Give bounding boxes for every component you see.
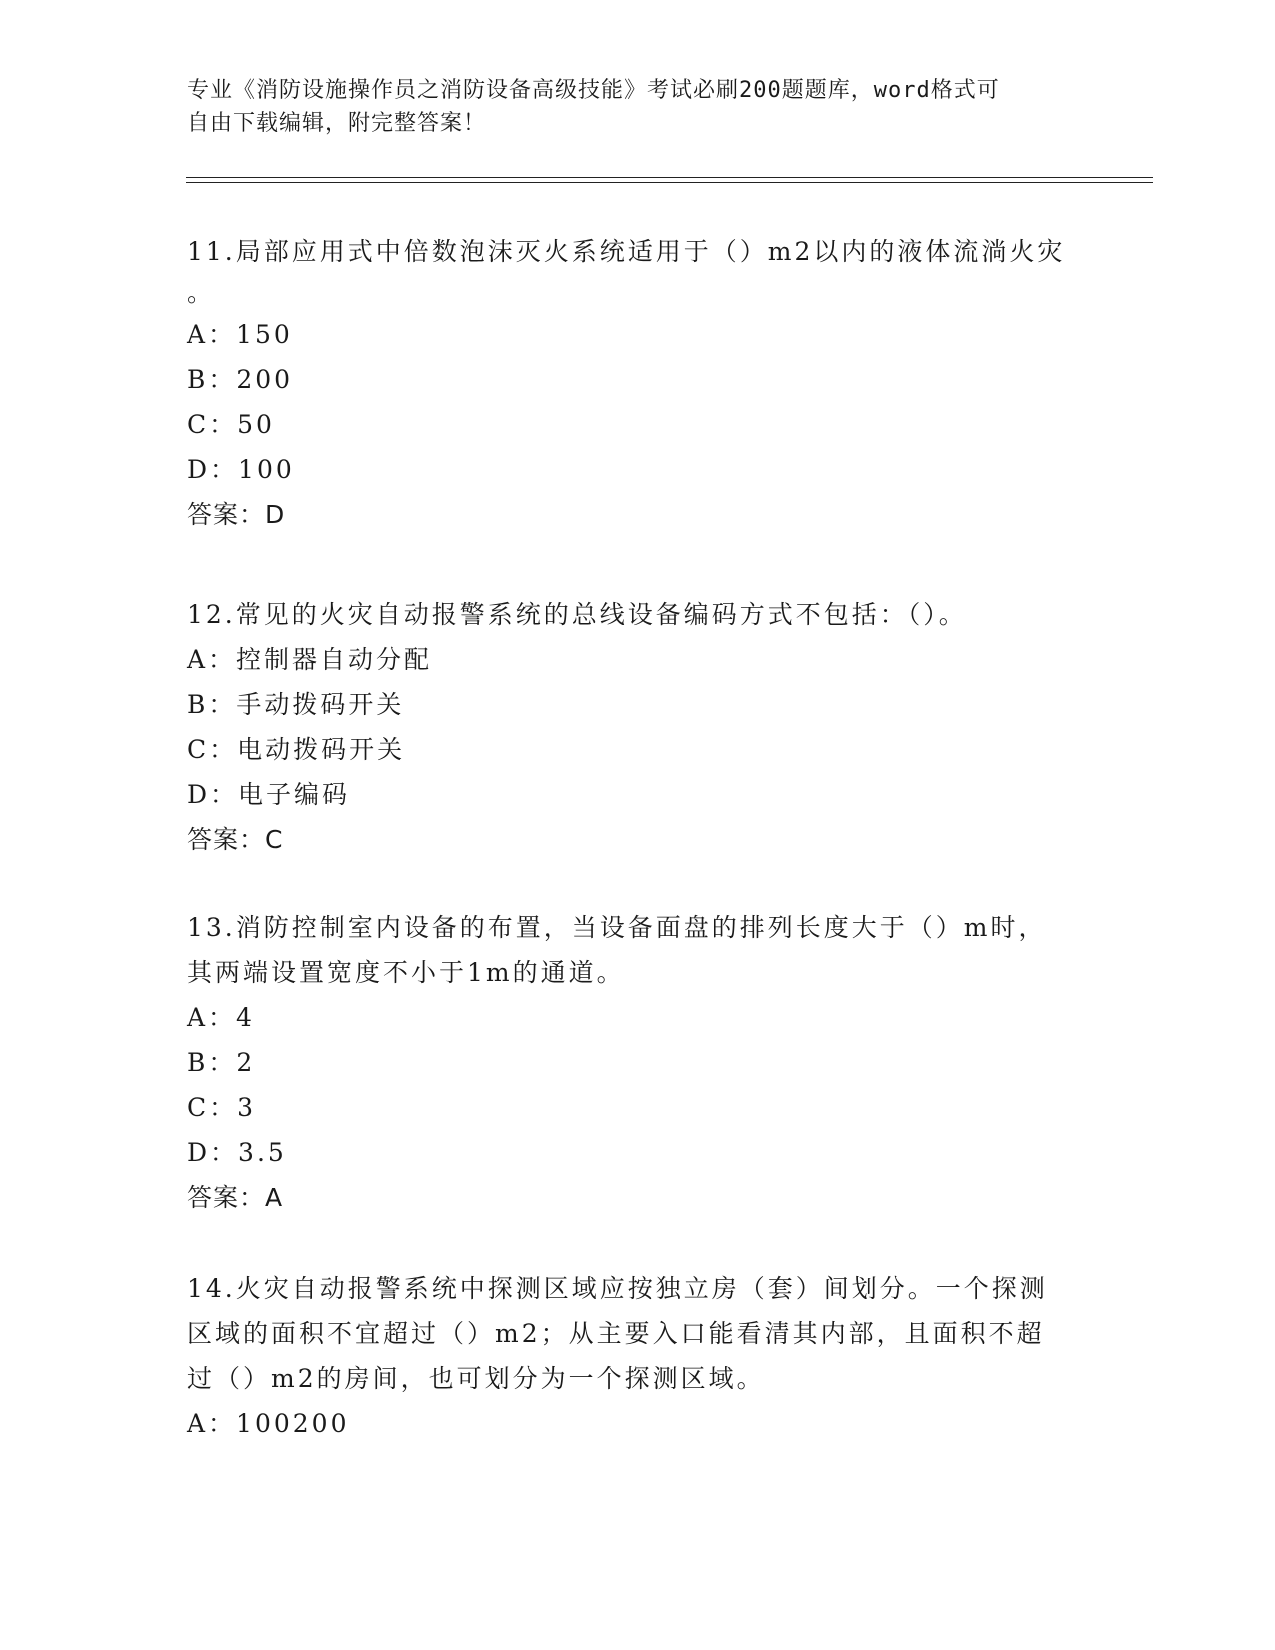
option-c: C：电动拨码开关 <box>187 735 406 764</box>
header-divider-bottom <box>186 182 1153 183</box>
question-stem: 11.局部应用式中倍数泡沫灭火系统适用于（）m2以内的液体流淌火灾 <box>187 237 1066 266</box>
option-b: B：手动拨码开关 <box>187 690 405 719</box>
answer-line: 答案：A <box>187 1183 284 1212</box>
question-12 <box>187 592 1067 862</box>
answer-line: 答案：C <box>187 825 284 854</box>
question-stem: 12.常见的火灾自动报警系统的总线设备编码方式不包括：（）。 <box>187 600 967 629</box>
header-line-2: 自由下载编辑，附完整答案！ <box>187 111 487 136</box>
option-d: D：100 <box>187 455 295 484</box>
answer-line: 答案：D <box>187 500 286 529</box>
document-header <box>187 74 1067 140</box>
header-divider-top <box>186 177 1153 178</box>
question-stem-continued: 过（）m2的房间，也可划分为一个探测区域。 <box>187 1364 765 1393</box>
option-a: A：150 <box>187 320 293 349</box>
question-14 <box>187 1266 1067 1446</box>
question-13 <box>187 905 1067 1220</box>
question-stem-continued: 区域的面积不宜超过（）m2；从主要入口能看清其内部，且面积不超 <box>187 1319 1045 1348</box>
option-d: D：电子编码 <box>187 780 351 809</box>
question-stem: 14.火灾自动报警系统中探测区域应按独立房（套）间划分。一个探测 <box>187 1274 1048 1303</box>
option-a: A：控制器自动分配 <box>187 645 433 674</box>
option-a: A：100200 <box>187 1409 350 1438</box>
option-c: C：50 <box>187 410 275 439</box>
option-c: C：3 <box>187 1093 257 1122</box>
option-d: D：3.5 <box>187 1138 287 1167</box>
question-stem: 13.消防控制室内设备的布置，当设备面盘的排列长度大于（）m时， <box>187 913 1047 942</box>
question-11 <box>187 229 1067 537</box>
option-b: B：2 <box>187 1048 256 1077</box>
question-stem-continued: 。 <box>187 278 216 307</box>
option-a: A：4 <box>187 1003 255 1032</box>
question-stem-continued: 其两端设置宽度不小于1m的通道。 <box>187 958 625 987</box>
option-b: B：200 <box>187 365 294 394</box>
header-line-1: 专业《消防设施操作员之消防设备高级技能》考试必刷200题题库，word格式可 <box>187 78 1000 103</box>
